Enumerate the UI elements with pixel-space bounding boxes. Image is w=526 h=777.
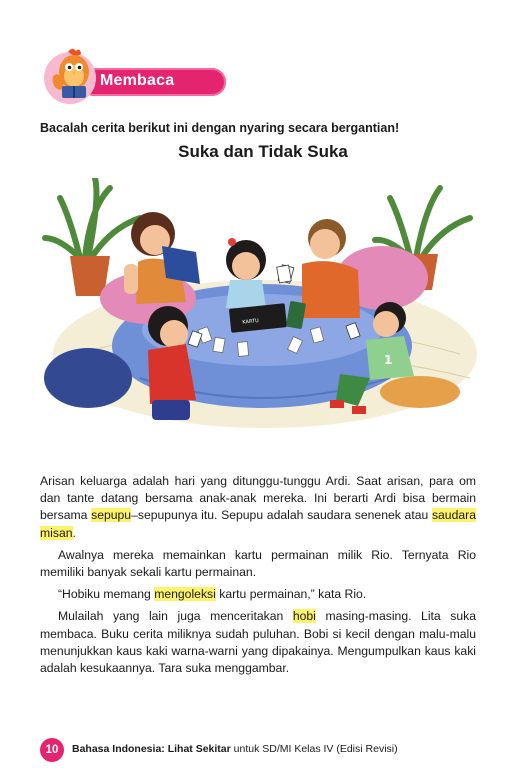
highlight-sepupu: sepupu — [91, 508, 132, 523]
story-title: Suka dan Tidak Suka — [178, 142, 348, 161]
footer-book-title: Bahasa Indonesia: Lihat Sekitar — [72, 743, 231, 755]
badge-label: Membaca — [100, 72, 175, 89]
paragraph-4: Mulailah yang lain juga menceritakan hobi masing-masing. Lita suka membaca. Buku cerita miliknya sudah puluhan. Bobi si kecil dengan malu-malu menunjukkan kaus kaki warna-warni yang dipakainya. Mengumpulkan kaus kaki adalah kesukaannya. Tara suka menggambar. — [40, 609, 477, 676]
board-text: KARTU — [242, 317, 260, 326]
paragraph-1: Arisan keluarga adalah hari yang ditunggu-tunggu Ardi. Saat arisan, para om dan tante datang bersama anak-anak mereka. Ini berarti Ardi bisa bermain bersama sepupu–sepupunya itu. Sepupu adalah saudara senenek atau saudara misan. — [40, 474, 476, 540]
chicken-mascot-icon — [48, 46, 98, 106]
section-badge — [44, 52, 194, 108]
page-number: 10 — [40, 738, 64, 762]
story-illustration — [40, 178, 486, 440]
footer-book-subtitle: untuk SD/MI Kelas IV (Edisi Revisi) — [230, 743, 398, 755]
reading-instruction: Bacalah cerita berikut ini dengan nyaring secara bergantian! — [40, 121, 400, 135]
paragraph-2: Awalnya mereka memainkan kartu permainan milik Rio. Ternyata Rio memiliki banyak sekali kartu permainan. — [40, 547, 476, 580]
footer-book-info — [72, 743, 398, 755]
highlight-mengoleksi: mengoleksi — [154, 587, 216, 602]
highlight-saudara-misan: saudara misan — [40, 508, 476, 540]
story-body — [40, 473, 476, 682]
highlight-hobi: hobi — [292, 609, 316, 624]
orange-cushion — [380, 376, 460, 408]
paragraph-3: “Hobiku memang mengoleksi kartu permainan,” kata Rio. — [58, 587, 367, 602]
navy-cushion — [44, 348, 132, 408]
page-footer — [40, 737, 480, 763]
svg-text:1: 1 — [384, 353, 393, 367]
